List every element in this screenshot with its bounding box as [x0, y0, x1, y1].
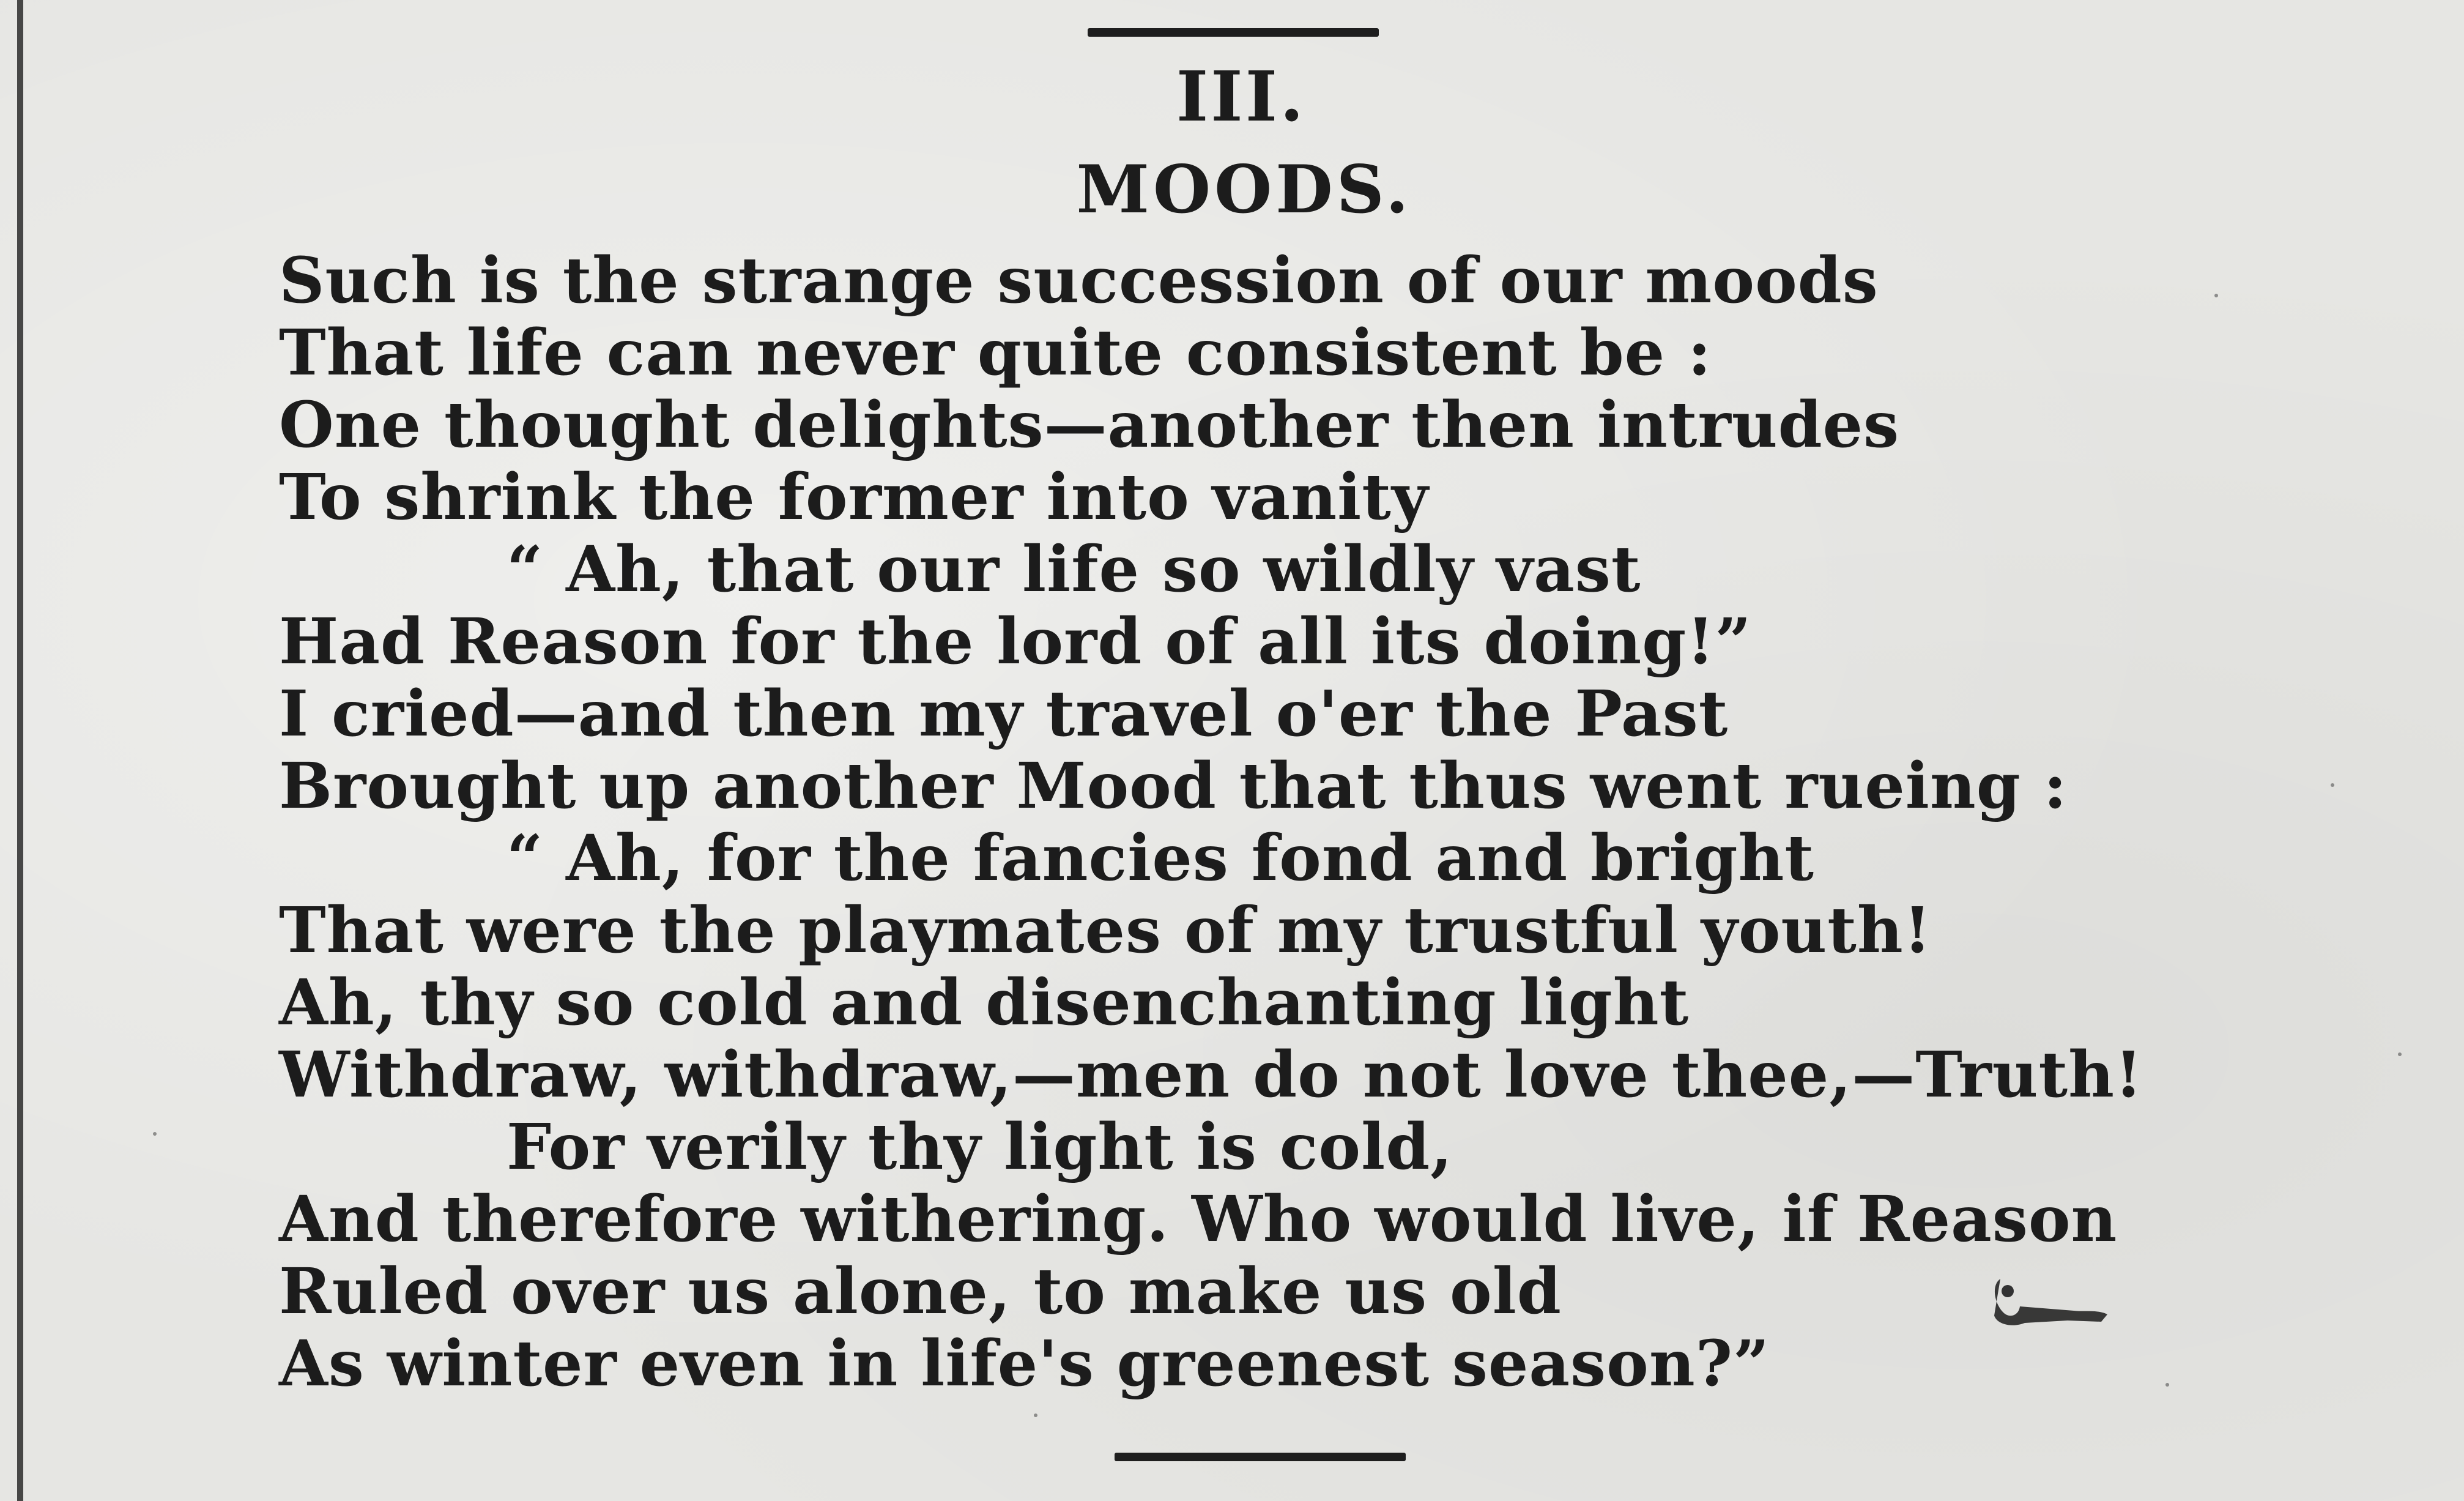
poem-line: And therefore withering. Who would live, if Reason: [279, 1182, 2118, 1256]
print-speck: [2331, 783, 2334, 787]
poem-line: “ Ah, that our life so wildly vast: [507, 532, 1641, 606]
poem-title: MOODS.: [1076, 151, 1412, 228]
poem-body: [279, 245, 2236, 1400]
poem-line: Ruled over us alone, to make us old: [279, 1254, 1562, 1328]
poem-line: Had Reason for the lord of all its doing!”: [279, 605, 1752, 679]
section-numeral: III.: [1176, 57, 1307, 137]
poem-line: One thought delights—another then intrudes: [279, 388, 1900, 462]
poem-line: I cried—and then my travel o'er the Past: [279, 677, 1729, 751]
poem-line: As winter even in life's greenest season?”: [279, 1327, 1770, 1401]
poem-line: Brought up another Mood that thus went rueing :: [279, 749, 2068, 823]
top-separator-rule: [1088, 28, 1379, 37]
poem-line: To shrink the former into vanity: [279, 460, 1429, 534]
ink-blot-mark: [1976, 1267, 2117, 1334]
poem-line: For verily thy light is cold,: [507, 1110, 1453, 1184]
print-speck: [2165, 1383, 2169, 1387]
poem-line: Withdraw, withdraw,—men do not love thee,—Truth!: [279, 1038, 2143, 1112]
print-speck: [2398, 1052, 2402, 1056]
poem-line: That life can never quite consistent be :: [279, 316, 1712, 390]
poem-line: Ah, thy so cold and disenchanting light: [279, 966, 1690, 1040]
bottom-separator-rule: [1115, 1453, 1406, 1461]
poem-line: Such is the strange succession of our moods: [279, 244, 1879, 318]
poem-line: “ Ah, for the fancies fond and bright: [507, 821, 1814, 895]
print-speck: [153, 1132, 157, 1136]
poem-line: That were the playmates of my trustful youth!: [279, 893, 1932, 967]
print-speck: [1034, 1413, 1037, 1417]
print-speck: [2214, 294, 2218, 297]
